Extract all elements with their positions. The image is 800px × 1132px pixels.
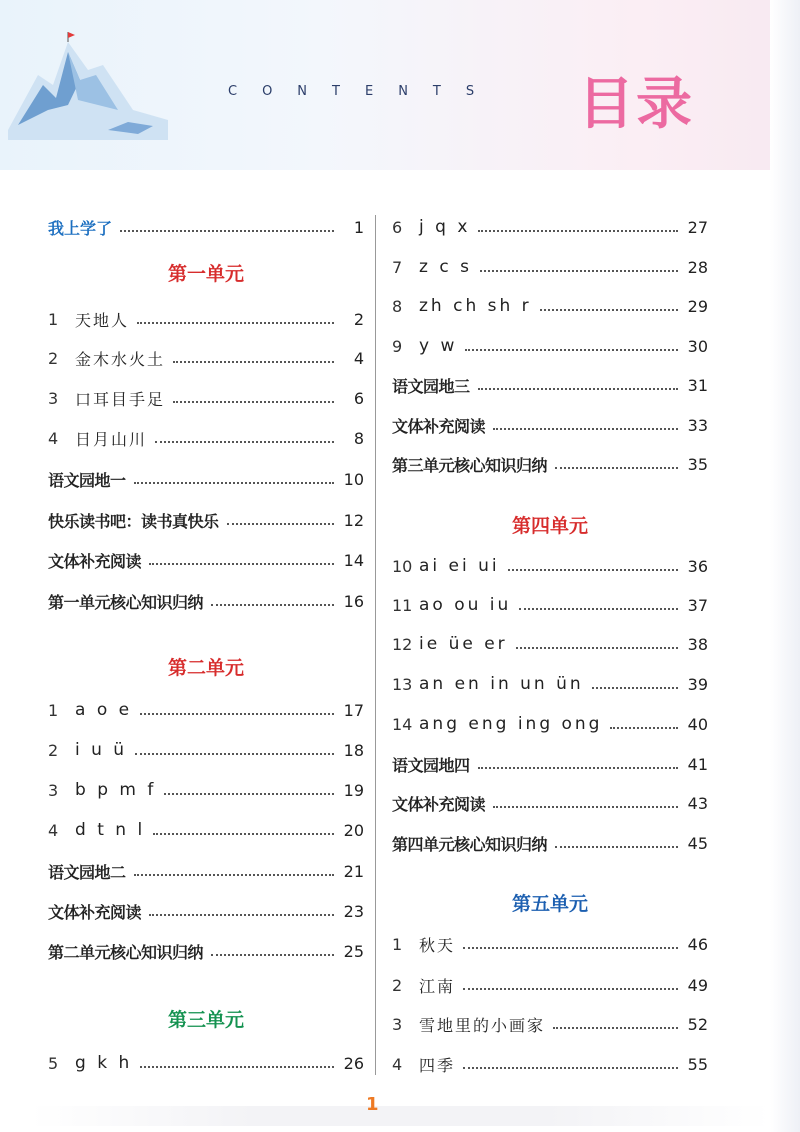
toc-entry-number: 8	[392, 296, 403, 316]
dot-leader	[164, 793, 334, 795]
toc-entry[interactable]	[392, 333, 708, 359]
toc-entry-title: g k h	[75, 1053, 133, 1073]
toc-entry[interactable]	[392, 451, 708, 477]
dot-leader	[211, 604, 334, 606]
dot-leader	[592, 687, 678, 689]
toc-entry-page: 20	[343, 820, 364, 840]
toc-entry-title: 雪地里的小画家	[419, 1015, 546, 1035]
dot-leader	[463, 947, 678, 949]
toc-entry-number: 3	[48, 780, 59, 800]
toc-entry-title: ao ou iu	[419, 595, 512, 615]
toc-entry-page: 46	[687, 934, 708, 954]
dot-leader	[480, 270, 678, 272]
toc-entry-page: 16	[343, 591, 364, 611]
toc-entry-number: 6	[392, 217, 403, 237]
snow-mountain-icon	[8, 30, 168, 140]
toc-entry-page: 18	[343, 740, 364, 760]
dot-leader	[134, 482, 334, 484]
dot-leader	[555, 467, 678, 469]
footer-bar	[30, 1106, 770, 1126]
toc-entry-title: 语文园地一	[48, 470, 126, 490]
toc-entry-number: 7	[392, 257, 403, 277]
toc-entry-number: 13	[392, 674, 413, 694]
toc-entry-title: 口耳目手足	[75, 389, 166, 409]
toc-entry-title: 第一单元核心知识归纳	[48, 592, 204, 612]
toc-entry-number: 14	[392, 714, 413, 734]
toc-entry[interactable]	[392, 751, 708, 777]
dot-leader	[173, 361, 334, 363]
unit-heading: 第四单元	[511, 515, 588, 537]
toc-entry-number: 1	[48, 700, 59, 720]
toc-entry-number: 5	[48, 1053, 59, 1073]
toc-entry-number: 4	[48, 428, 59, 448]
toc-entry-page: 10	[343, 469, 364, 489]
toc-entry-page: 19	[343, 780, 364, 800]
toc-entry-number: 2	[48, 740, 59, 760]
toc-entry-page: 49	[687, 975, 708, 995]
dot-leader	[135, 753, 334, 755]
toc-entry-page: 55	[687, 1054, 708, 1074]
toc-entry[interactable]	[48, 345, 364, 371]
toc-entry-page: 38	[687, 634, 708, 654]
toc-entry[interactable]	[392, 214, 708, 240]
toc-entry-title: d t n l	[75, 820, 146, 840]
toc-entry-title: y w	[419, 336, 458, 356]
toc-entry-number: 1	[392, 934, 403, 954]
dot-leader	[555, 846, 678, 848]
toc-entry-page: 25	[343, 941, 364, 961]
toc-entry-title: 第二单元核心知识归纳	[48, 942, 204, 962]
dot-leader	[140, 713, 334, 715]
toc-entry-number: 4	[48, 820, 59, 840]
toc-entry-page: 36	[687, 556, 708, 576]
toc-entry[interactable]	[392, 711, 708, 737]
toc-entry[interactable]	[392, 592, 708, 618]
toc-entry[interactable]	[48, 898, 364, 924]
toc-entry[interactable]	[392, 631, 708, 657]
toc-entry-title: 秋天	[419, 935, 456, 955]
toc-entry-page: 45	[687, 833, 708, 853]
toc-entry-title: 江南	[419, 976, 456, 996]
toc-entry-title: 文体补充阅读	[48, 902, 142, 922]
toc-entry-title: j q x	[419, 217, 471, 237]
toc-entry-page: 37	[687, 595, 708, 615]
dot-leader	[463, 988, 678, 990]
toc-entry-page: 26	[343, 1053, 364, 1073]
toc-entry-title: 语文园地三	[392, 376, 470, 396]
unit-heading: 第一单元	[167, 263, 244, 285]
toc-entry-number: 2	[392, 975, 403, 995]
toc-entry[interactable]	[48, 697, 364, 723]
toc-entry[interactable]	[48, 507, 364, 533]
toc-entry[interactable]	[392, 671, 708, 697]
toc-entry-number: 3	[48, 388, 59, 408]
toc-entry[interactable]	[48, 547, 364, 573]
toc-entry-page: 2	[353, 309, 364, 329]
column-divider	[375, 215, 376, 1075]
toc-entry[interactable]	[392, 972, 708, 998]
toc-entry-number: 3	[392, 1014, 403, 1034]
dot-leader	[519, 608, 678, 610]
header-banner	[0, 0, 800, 170]
toc-entry-number: 2	[48, 348, 59, 368]
toc-entry[interactable]	[48, 214, 364, 240]
dot-leader	[478, 388, 678, 390]
dot-leader	[508, 569, 678, 571]
dot-leader	[155, 441, 334, 443]
unit-heading: 第二单元	[167, 657, 244, 679]
toc-entry-page: 14	[343, 550, 364, 570]
toc-entry-title: 文体补充阅读	[392, 416, 486, 436]
toc-entry-title: a o e	[75, 700, 133, 720]
toc-entry-page: 29	[687, 296, 708, 316]
toc-entry-title: 日月山川	[75, 429, 148, 449]
toc-entry-title: 语文园地二	[48, 862, 126, 882]
dot-leader	[553, 1027, 678, 1029]
toc-entry[interactable]	[48, 938, 364, 964]
toc-entry-number: 12	[392, 634, 413, 654]
toc-entry-title: 四季	[419, 1055, 456, 1075]
toc-entry-page: 21	[343, 861, 364, 881]
dot-leader	[540, 309, 678, 311]
dot-leader	[516, 647, 678, 649]
toc-entry-title: zh ch sh r	[419, 296, 532, 316]
dot-leader	[120, 230, 334, 232]
toc-entry-page: 39	[687, 674, 708, 694]
page-number: 1	[366, 1094, 379, 1115]
dot-leader	[211, 954, 334, 956]
toc-entry-title: i u ü	[75, 740, 128, 760]
toc-entry-page: 23	[343, 901, 364, 921]
toc-entry-number: 1	[48, 309, 59, 329]
toc-entry-page: 52	[687, 1014, 708, 1034]
toc-entry-title: 金木水火土	[75, 349, 166, 369]
toc-entry[interactable]	[48, 777, 364, 803]
page-edge-shadow	[770, 0, 800, 1132]
toc-entry-title: 语文园地四	[392, 755, 470, 775]
toc-entry-number: 10	[392, 556, 413, 576]
toc-entry[interactable]	[48, 588, 364, 614]
toc-entry-number: 9	[392, 336, 403, 356]
toc-entry-title: 文体补充阅读	[392, 794, 486, 814]
dot-leader	[149, 914, 334, 916]
dot-leader	[493, 428, 678, 430]
dot-leader	[173, 401, 334, 403]
toc-entry[interactable]	[48, 817, 364, 843]
toc-entry-page: 33	[687, 415, 708, 435]
toc-entry-page: 12	[343, 510, 364, 530]
toc-entry-title: 文体补充阅读	[48, 551, 142, 571]
toc-entry[interactable]	[392, 293, 708, 319]
toc-entry[interactable]	[48, 1050, 364, 1076]
toc-entry-page: 27	[687, 217, 708, 237]
toc-entry[interactable]	[48, 466, 364, 492]
toc-entry[interactable]	[392, 1051, 708, 1077]
toc-entry[interactable]	[392, 790, 708, 816]
toc-entry-page: 6	[353, 388, 364, 408]
dot-leader	[478, 230, 678, 232]
toc-entry-title: 快乐读书吧：读书真快乐	[48, 511, 219, 531]
toc-entry-number: 11	[392, 595, 413, 615]
toc-entry[interactable]	[48, 306, 364, 332]
toc-entry-page: 31	[687, 375, 708, 395]
toc-entry[interactable]	[392, 553, 708, 579]
dot-leader	[478, 767, 678, 769]
dot-leader	[610, 727, 678, 729]
toc-entry[interactable]	[392, 412, 708, 438]
dot-leader	[137, 322, 334, 324]
toc-entry[interactable]	[392, 1011, 708, 1037]
toc-entry[interactable]	[48, 858, 364, 884]
toc-entry-number: 4	[392, 1054, 403, 1074]
toc-entry-title: 天地人	[75, 310, 130, 330]
toc-entry-page: 40	[687, 714, 708, 734]
dot-leader	[134, 874, 334, 876]
toc-entry[interactable]	[392, 931, 708, 957]
toc-entry-title: 我上学了	[48, 218, 113, 238]
toc-entry-title: ai ei ui	[419, 556, 500, 576]
toc-entry-title: 第四单元核心知识归纳	[392, 834, 548, 854]
toc-entry[interactable]	[48, 737, 364, 763]
dot-leader	[463, 1067, 678, 1069]
toc-entry-page: 1	[353, 217, 364, 237]
contents-word: CONTENTS	[228, 84, 500, 99]
toc-entry-title: b p m f	[75, 780, 157, 800]
toc-entry-page: 41	[687, 754, 708, 774]
dot-leader	[465, 349, 678, 351]
toc-entry-page: 30	[687, 336, 708, 356]
dot-leader	[153, 833, 334, 835]
toc-entry[interactable]	[48, 425, 364, 451]
unit-heading: 第五单元	[511, 893, 588, 915]
dot-leader	[149, 563, 334, 565]
toc-entry-title: 第三单元核心知识归纳	[392, 455, 548, 475]
dot-leader	[227, 523, 334, 525]
toc-entry-page: 35	[687, 454, 708, 474]
toc-entry-title: an en in un ün	[419, 674, 584, 694]
dot-leader	[140, 1066, 334, 1068]
toc-entry-title: z c s	[419, 257, 472, 277]
toc-entry-page: 17	[343, 700, 364, 720]
toc-entry[interactable]	[392, 372, 708, 398]
toc-entry-page: 28	[687, 257, 708, 277]
toc-entry[interactable]	[392, 830, 708, 856]
unit-heading: 第三单元	[167, 1009, 244, 1031]
toc-entry-page: 4	[353, 348, 364, 368]
toc-entry[interactable]	[392, 254, 708, 280]
toc-entry-page: 8	[353, 428, 364, 448]
toc-entry[interactable]	[48, 385, 364, 411]
dot-leader	[493, 806, 678, 808]
toc-entry-title: ang eng ing ong	[419, 714, 603, 734]
toc-entry-page: 43	[687, 793, 708, 813]
toc-entry-title: ie üe er	[419, 634, 508, 654]
page-title: 目录	[578, 72, 694, 137]
